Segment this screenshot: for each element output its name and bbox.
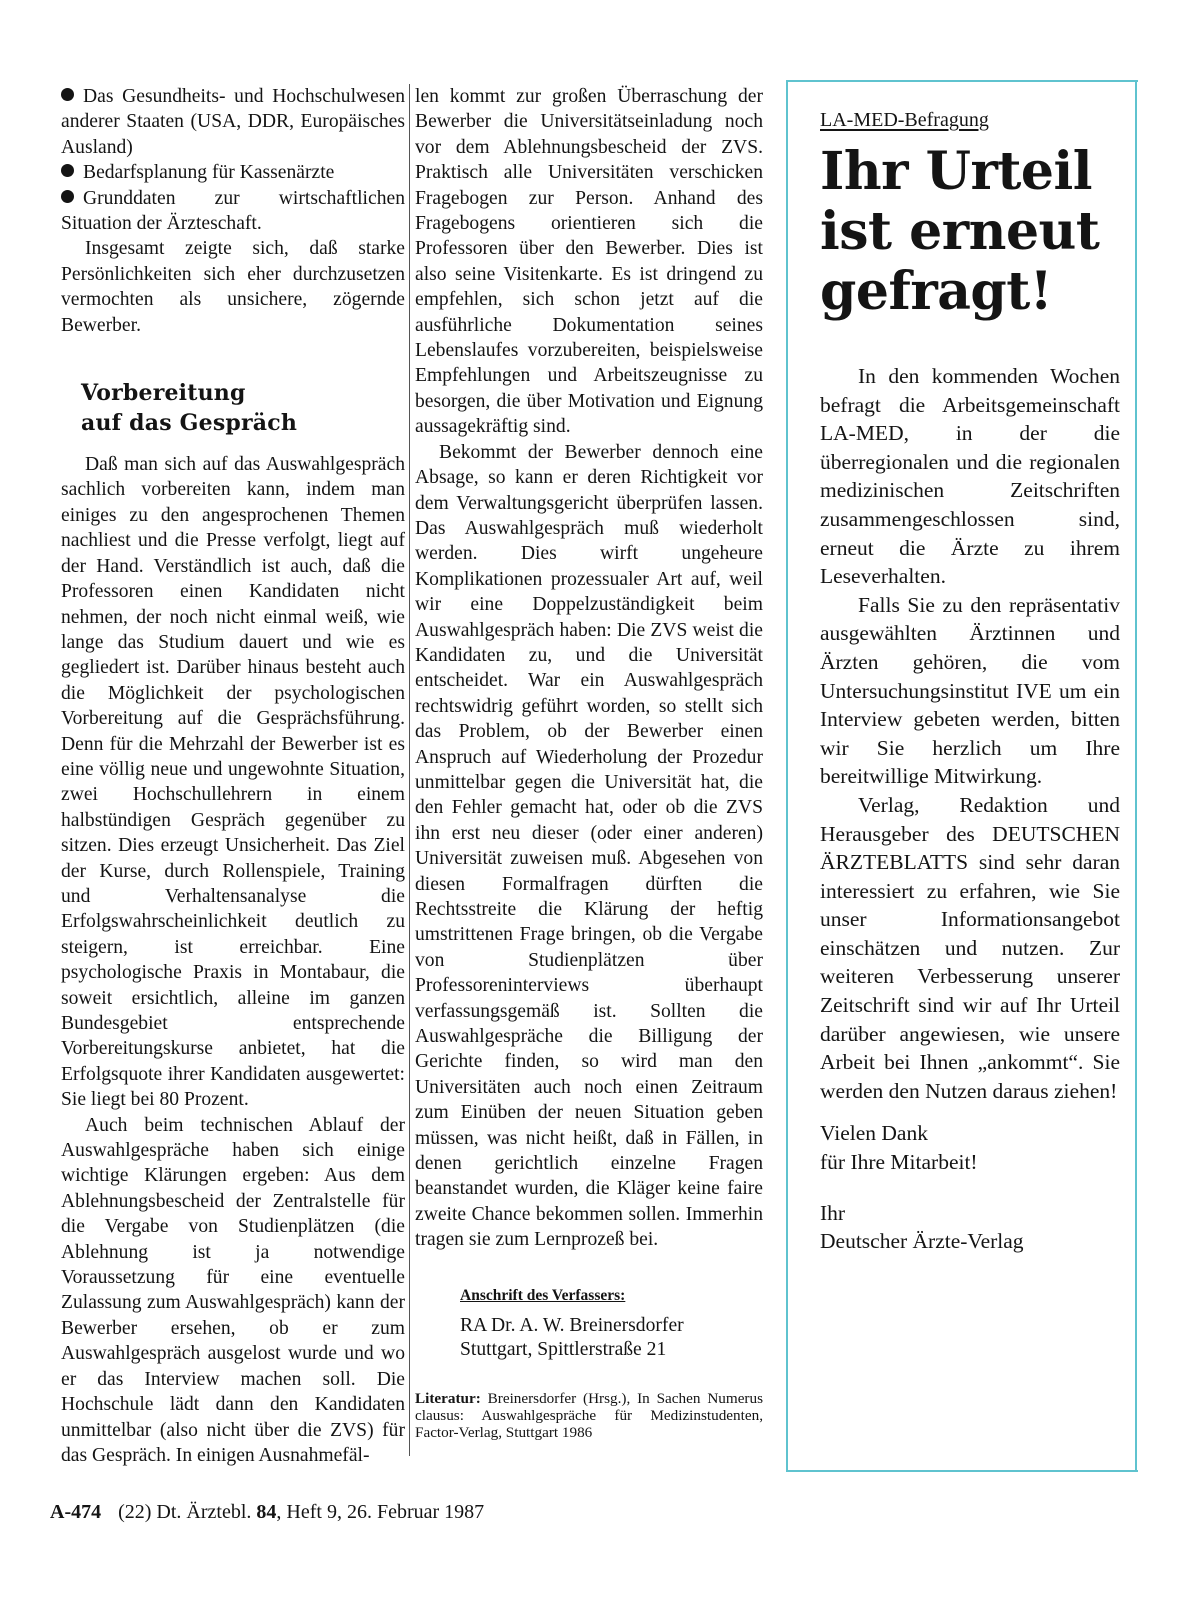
bullet-icon: [61, 88, 74, 101]
announcement-body: [820, 362, 1120, 1105]
author-name: RA Dr. A. W. Breinersdorfer: [460, 1315, 684, 1337]
section-heading: [81, 378, 405, 438]
paragraph: Daß man sich auf das Auswahlgespräch sachlich vorbereiten kann, indem man einiges zu den angesprochenen Themen nachliest und die Presse verfolgt, liegt auf der Hand. Verständlich ist auch, daß die Professoren einen Kandidaten nicht nehmen, der noch nicht einmal weiß, wie lange das Studium dauert und wie es gegliedert ist. Darüber hinaus besteht auch die Möglichkeit der psychologischen Vorbereitung auf die Gesprächsführung. Denn für die Mehrzahl der Bewerber ist es eine völlig neue und ungewohnte Situation, zwei Hochschullehrern in einem halbstündigen Gespräch gegenüber zu sitzen. Dies erzeugt Unsicherheit. Das Ziel der Kurse, durch Rollenspiele, Training und Verhaltensanalyse die Erfolgswahrscheinlichkeit deutlich zu steigern, ist erreichbar. Eine psychologische Praxis in Montabaur, die soweit ersichtlich, alleine im ganzen Bundesgebiet entsprechende Vorbereitungskurse anbietet, hat die Erfolgsquote ihrer Kandidaten ausgewertet: Sie liegt bei 80 Prozent.: [61, 454, 405, 1111]
article-column-2: [415, 84, 763, 1441]
paragraph: Falls Sie zu den repräsentativ ausgewählten Ärztinnen und Ärzten gehören, die vom Untersuchungsinstitut IVE um ein Interview gebeten werden, bitten wir Sie herzlich um Ihre bereitwillige Mitwirkung.: [820, 592, 1120, 789]
announcement-content: [820, 108, 1120, 1278]
page-number: A-474: [50, 1501, 102, 1523]
announcement-closing: [820, 1119, 1120, 1255]
author-address: Stuttgart, Spittlerstraße 21: [460, 1339, 667, 1361]
paragraph: Verlag, Redaktion und Herausgeber des DEUTSCHEN ÄRZTEBLATTS sind sehr daran interessiert zu erfahren, wie Sie unser Informationsangebot einschätzen und nutzen. Zur weiteren Verbesserung unserer Zeitschrift sind wir auf Ihr Urteil darüber angewiesen, wie unsere Arbeit bei Ihnen „ankommt“. Sie werden den Nutzen daraus ziehen!: [820, 792, 1120, 1103]
paragraph: In den kommenden Wochen befragt die Arbeitsgemeinschaft LA-MED, in der die überregionalen und die regionalen medizinischen Zeitschriften zusammengeschlossen sind, erneut die Ärzte zu ihrem Leseverhalten.: [820, 364, 1120, 589]
issue-prefix: (22) Dt. Ärztebl.: [118, 1501, 252, 1523]
bullet-text: Bedarfsplanung für Kassenärzte: [83, 162, 335, 184]
thanks-line: Vielen Dank: [820, 1121, 928, 1146]
announcement-kicker: LA-MED-Befragung: [820, 109, 989, 131]
bullet-item: [61, 84, 405, 160]
issue-suffix: , Heft 9, 26. Februar 1987: [276, 1501, 485, 1523]
thanks-line: für Ihre Mitarbeit!: [820, 1150, 978, 1175]
bullet-icon: [61, 190, 74, 203]
literature-label: Literatur:: [415, 1390, 481, 1408]
announcement-title-line: Ihr Urteil: [820, 141, 1092, 202]
signature: [820, 1199, 1120, 1256]
paragraph: Insgesamt zeigte sich, daß starke Persönlichkeiten sich eher durchzusetzen vermochten als unsichere, zögernde Bewerber.: [61, 238, 405, 336]
bullet-text: Das Gesundheits- und Hochschulwesen anderer Staaten (USA, DDR, Europäisches Ausland): [61, 86, 405, 158]
page-footer: [50, 1500, 484, 1524]
signature-line: Deutscher Ärzte-Verlag: [820, 1229, 1024, 1254]
bullet-item: [61, 160, 405, 185]
announcement-box-border: [1135, 80, 1137, 1472]
paragraph: len kommt zur großen Überraschung der Bewerber die Universitätseinladung noch vor dem Ablehnungsbescheid der ZVS. Praktisch alle Universitäten verschicken Fragebogen zur Person. Anhand des Fragebogens orientieren sich die Professoren über den Bewerber. Dies ist also seine Visitenkarte. Es ist dringend zu empfehlen, sich schon jetzt auf die ausführliche Dokumentation seines Lebenslaufes vorzubereiten, beispielsweise Empfehlungen und Arbeitszeugnisse zu besorgen, die über Motivation und Eignung aussagekräftig sind.: [415, 86, 763, 438]
section-heading-line: auf das Gespräch: [81, 410, 298, 437]
author-label: Anschrift des Verfassers:: [460, 1286, 626, 1304]
section-heading-line: Vorbereitung: [81, 380, 246, 407]
literature-text: Breinersdorfer (Hrsg.), In Sachen Numerus clausus: Auswahlgespräche für Medizinstudenten, Factor-Verlag, Stuttgart 1986: [415, 1390, 763, 1442]
volume-number: 84: [256, 1501, 277, 1523]
bullet-icon: [61, 164, 74, 177]
bullet-text: Grunddaten zur wirtschaftlichen Situation der Ärzteschaft.: [61, 187, 405, 235]
paragraph: Bekommt der Bewerber dennoch eine Absage, so kann er deren Richtigkeit vor dem Verwaltungsgericht überprüfen lassen. Das Auswahlgespräch muß wiederholt werden. Dies wirft ungeheure Komplikationen prozessualer Art auf, weil wir eine Doppelzuständigkeit beim Auswahlgespräch haben: Die ZVS weist die Kandidaten zu, und die Universität entscheidet. War ein Auswahlgespräch rechtswidrig geführt worden, so stellt sich das Problem, ob der Bewerber einen Anspruch auf Wiederholung der Prozedur unmittelbar gegen die Universität hat, die den Fehler gemacht hat, oder ob die ZVS ihn erst neu dieser (oder einer anderen) Universität zuweisen muß. Abgesehen von diesen Formalfragen dürften die Rechtsstreite die Klärung der heftig umstrittenen Frage bringen, ob die Vergabe von Studienplätzen über Professoreninterviews überhaupt verfassungsgemäß ist. Sollten die Auswahlgespräche die Billigung der Gerichte finden, so wird man den Universitäten auch noch einen Zeitraum zum Einüben der neuen Situation geben müssen, was nicht heißt, daß in Fällen, in denen gerichtlich einzelne Fragen beanstandet wurden, die Kläger keine faire zweite Chance bekommen sollen. Immerhin tragen sie zum Lernprozeß bei.: [415, 441, 763, 1251]
paragraph: Auch beim technischen Ablauf der Auswahlgespräche haben sich einige wichtige Klärungen ergeben: Aus dem Ablehnungsbescheid der Zentralstelle für die Vergabe von Studienplätzen (die Ablehnung ist ja notwendige Voraussetzung für eine eventuelle Zulassung zum Auswahlgespräch) kann der Bewerber ersehen, ob er zum Auswahlgespräch ausgelost wurde und wo er das Interview machen soll. Die Hochschule lädt dann den Kandidaten unmittelbar (also nicht über die ZVS) für das Gespräch. In einigen Ausnahmefäl-: [61, 1114, 405, 1466]
article-column-1: [61, 84, 405, 1468]
announcement-title-line: ist erneut: [820, 201, 1100, 262]
announcement-title: [820, 142, 1120, 322]
literature-note: [415, 1390, 763, 1441]
thanks: [820, 1119, 1120, 1176]
bullet-item: [61, 186, 405, 237]
signature-line: Ihr: [820, 1200, 846, 1225]
column-divider: [409, 84, 410, 1456]
announcement-title-line: gefragt!: [820, 261, 1053, 322]
